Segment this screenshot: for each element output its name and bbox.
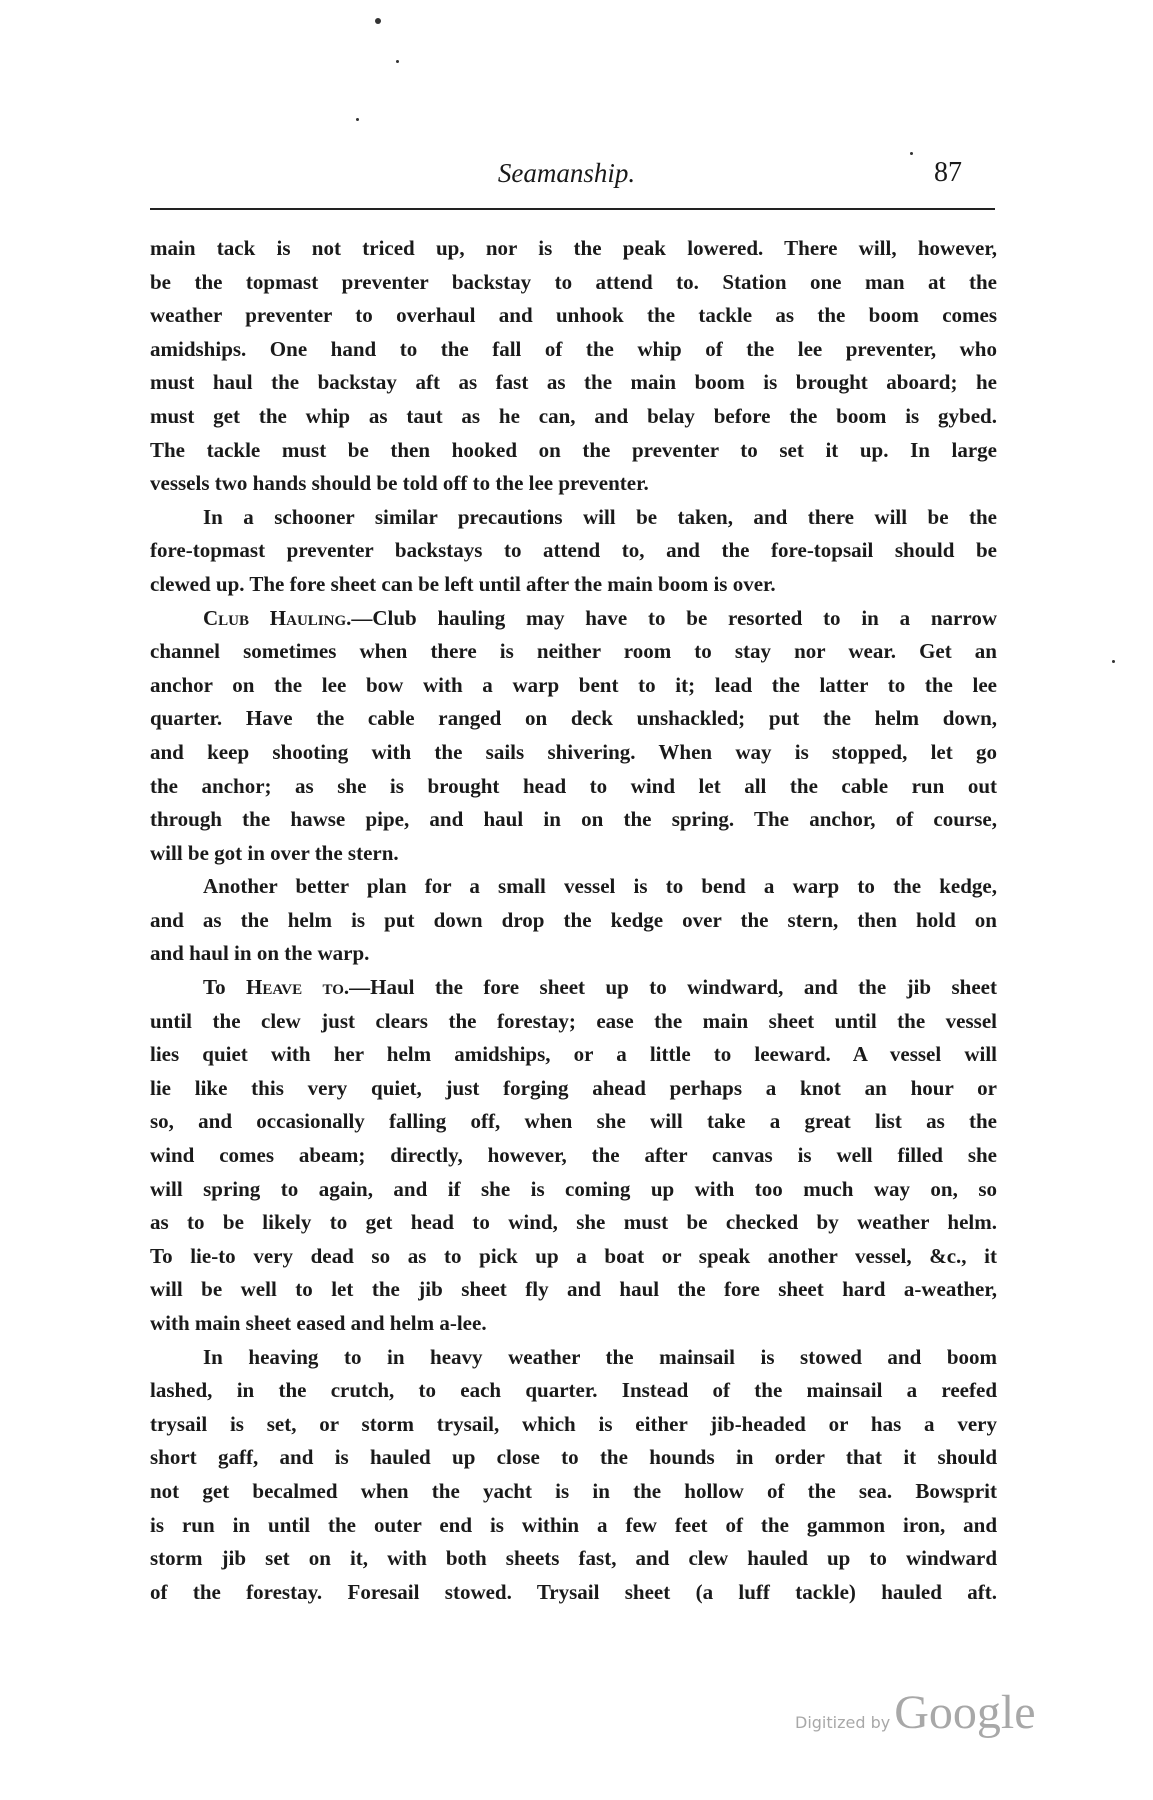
text-line: and as the helm is put down drop the kedge over the stern, then hold on	[150, 907, 997, 932]
text-line: through the hawse pipe, and haul in on the spring. The anchor, of course,	[150, 807, 997, 832]
text-line: will spring to again, and if she is coming up with too much way on, so	[150, 1176, 997, 1201]
digitized-by-google-watermark	[795, 1685, 1036, 1740]
text-line: as to be likely to get head to wind, she must be checked by weather helm.	[150, 1210, 997, 1235]
scan-speck	[356, 118, 359, 121]
scan-speck	[375, 18, 381, 24]
running-header-title	[0, 158, 1153, 189]
scan-speck	[910, 152, 913, 155]
text-line: amidships. One hand to the fall of the whip of the lee preventer, who	[150, 336, 997, 361]
page-number: 87	[934, 157, 962, 188]
text-line: main tack is not triced up, nor is the peak lowered. There will, however,	[150, 236, 997, 260]
text-line: must haul the backstay aft as fast as the main boom is brought aboard; he	[150, 370, 997, 395]
text-line: so, and occasionally falling off, when she will take a great list as the	[150, 1109, 997, 1134]
text-line: of the forestay. Foresail stowed. Trysail sheet (a luff tackle) hauled aft.	[150, 1579, 997, 1604]
paragraph	[150, 971, 997, 1341]
text-line: anchor on the lee bow with a warp bent to it; lead the latter to the lee	[150, 672, 997, 697]
text-line: vessels two hands should be told off to the lee preventer.	[150, 471, 649, 496]
text-line: the anchor; as she is brought head to wind let all the cable run out	[150, 773, 997, 798]
watermark-prefix: Digitized by	[795, 1713, 891, 1732]
text-line: short gaff, and is hauled up close to the hounds in order that it should	[150, 1445, 997, 1470]
paragraph	[150, 501, 997, 602]
section-heading: Club Hauling.	[203, 605, 352, 630]
text-line: lies quiet with her helm amidships, or a little to leeward. A vessel will	[150, 1042, 997, 1067]
watermark-brand: Google	[894, 1686, 1036, 1739]
text-line: and haul in on the warp.	[150, 941, 370, 966]
text-line: is run in until the outer end is within a few feet of the gammon iron, and	[150, 1512, 997, 1537]
text-line: be the topmast preventer backstay to attend to. Station one man at the	[150, 269, 997, 294]
line-text: —Club hauling may have to be resorted to in a narrow	[351, 605, 997, 630]
header-title-text: Seamanship.	[497, 158, 636, 188]
text-line: until the clew just clears the forestay; ease the main sheet until the vessel	[150, 1008, 997, 1033]
paragraph	[150, 1341, 997, 1610]
text-line: lie like this very quiet, just forging ahead perhaps a knot an hour or	[150, 1075, 997, 1100]
text-line: storm jib set on it, with both sheets fast, and clew hauled up to windward	[150, 1546, 997, 1571]
text-line: not get becalmed when the yacht is in the hollow of the sea. Bowsprit	[150, 1478, 997, 1503]
text-line: clewed up. The fore sheet can be left until after the main boom is over.	[150, 571, 776, 596]
text-line: with main sheet eased and helm a-lee.	[150, 1311, 487, 1335]
text-line: weather preventer to overhaul and unhook the tackle as the boom comes	[150, 303, 997, 328]
scan-speck	[1112, 660, 1115, 663]
text-line	[150, 602, 997, 636]
text-line: wind comes abeam; directly, however, the after canvas is well filled she	[150, 1143, 997, 1168]
page-body	[150, 232, 997, 1609]
text-line: fore-topmast preventer backstays to attend to, and the fore-topsail should be	[150, 538, 997, 563]
line-text: —Haul the fore sheet up to windward, and the jib sheet	[349, 975, 997, 1000]
scan-speck	[396, 60, 399, 63]
text-line: trysail is set, or storm trysail, which is either jib-headed or has a very	[150, 1411, 997, 1436]
text-line: In a schooner similar precautions will be taken, and there will be the	[203, 504, 997, 529]
text-line: To lie-to very dead so as to pick up a boat or speak another vessel, &c., it	[150, 1243, 997, 1268]
paragraph	[150, 232, 997, 501]
section-heading: Heave to.	[246, 975, 350, 1000]
text-line: In heaving to in heavy weather the mainsail is stowed and boom	[203, 1344, 997, 1369]
text-line: quarter. Have the cable ranged on deck unshackled; put the helm down,	[150, 706, 997, 731]
paragraph	[150, 870, 997, 971]
text-line: Another better plan for a small vessel is to bend a warp to the kedge,	[203, 874, 997, 899]
text-line: will be well to let the jib sheet fly and haul the fore sheet hard a-weather,	[150, 1277, 997, 1302]
text-line: and keep shooting with the sails shivering. When way is stopped, let go	[150, 739, 997, 764]
header-rule	[150, 208, 995, 210]
text-line: The tackle must be then hooked on the preventer to set it up. In large	[150, 437, 997, 462]
text-line: will be got in over the stern.	[150, 840, 399, 865]
text-line	[150, 971, 997, 1005]
text-line: must get the whip as taut as he can, and belay before the boom is gybed.	[150, 403, 997, 428]
text-line: channel sometimes when there is neither room to stay nor wear. Get an	[150, 639, 997, 664]
text-line: lashed, in the crutch, to each quarter. Instead of the mainsail a reefed	[150, 1378, 997, 1403]
paragraph	[150, 602, 997, 871]
line-text: To	[203, 975, 247, 1000]
